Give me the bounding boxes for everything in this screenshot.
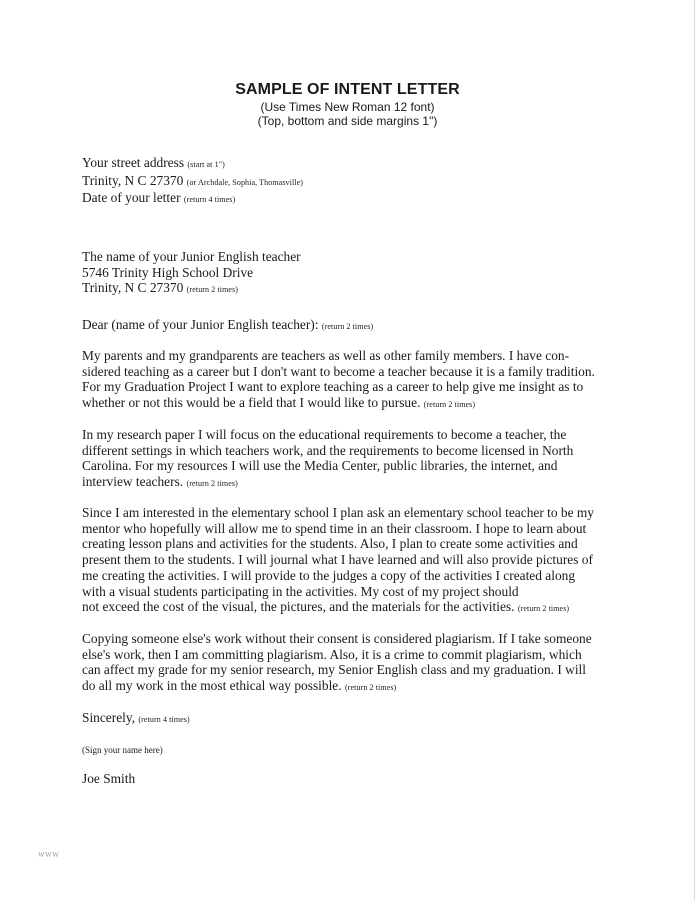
salutation-note: (return 2 times) bbox=[321, 322, 374, 331]
paragraph-line: me creating the activities. I will provide to the judges a copy of the activities I created along bbox=[82, 567, 576, 583]
recipient-city-line bbox=[82, 280, 301, 298]
margin-instruction: (Top, bottom and side margins 1") bbox=[257, 114, 438, 128]
recipient-street: 5746 Trinity High School Drive bbox=[82, 264, 254, 280]
paragraph-line: present them to the students. I will journal what I have learned and will also provide pictures of bbox=[82, 552, 593, 568]
paragraph-line: mentor who hopefully will allow me to spend time in an their classroom. I hope to learn about bbox=[82, 520, 587, 536]
closing-note: (return 4 times) bbox=[138, 715, 190, 724]
signature-placeholder: (Sign your name here) bbox=[82, 745, 163, 755]
sender-street-note: (start at 1") bbox=[187, 160, 225, 169]
paragraph-3 bbox=[82, 505, 594, 617]
paragraph-line: My parents and my grandparents are teachers as well as other family members. I have con- bbox=[82, 348, 570, 363]
paragraph-line: In my research paper I will focus on the educational requirements to become a teacher, the bbox=[82, 427, 567, 442]
recipient-city-note: (return 2 times) bbox=[186, 285, 239, 295]
paragraph-line: Since I am interested in the elementary school I plan ask an elementary school teacher to be my bbox=[82, 505, 595, 520]
sender-street-line bbox=[82, 155, 303, 173]
paragraph-note: (return 2 times) bbox=[186, 479, 238, 489]
watermark: WWW bbox=[38, 851, 60, 859]
sender-date-line bbox=[82, 190, 303, 208]
paragraph-note: (return 2 times) bbox=[517, 604, 570, 614]
page-title: SAMPLE OF INTENT LETTER bbox=[235, 81, 460, 98]
sender-street: Your street address bbox=[82, 155, 185, 170]
paragraph-4 bbox=[82, 631, 592, 696]
letter-header bbox=[0, 80, 695, 128]
paragraph-line bbox=[82, 474, 573, 492]
recipient-name: The name of your Junior English teacher bbox=[82, 249, 301, 264]
paragraph-note: (return 2 times) bbox=[344, 683, 397, 693]
salutation bbox=[82, 317, 373, 335]
paragraph-line: sidered teaching as a career but I don't want to become a teacher because it is a family tradition. bbox=[82, 363, 595, 379]
paragraph-1 bbox=[82, 348, 595, 413]
signer-name: Joe Smith bbox=[82, 771, 136, 786]
salutation-text: Dear (name of your Junior English teacher): bbox=[82, 317, 319, 332]
sender-city-note: (or Archdale, Sophia, Thomasville) bbox=[186, 177, 304, 187]
recipient-city: Trinity, N C 27370 bbox=[82, 280, 184, 296]
paragraph-line: else's work, then I am committing plagiarism. Also, it is a crime to commit plagiarism, which bbox=[82, 646, 582, 662]
sender-date-note: (return 4 times) bbox=[183, 195, 236, 205]
paragraph-note: (return 2 times) bbox=[423, 400, 476, 410]
paragraph-line: Carolina. For my resources I will use the Media Center, public libraries, the internet, and bbox=[82, 458, 558, 474]
paragraph-line: creating lesson plans and activities for the students. Also, I plan to create some activities and bbox=[82, 536, 578, 552]
paragraph-2 bbox=[82, 427, 573, 492]
sender-city-line bbox=[82, 173, 303, 191]
closing-text: Sincerely, bbox=[82, 710, 136, 725]
paragraph-line: Copying someone else's work without their consent is considered plagiarism. If I take someone bbox=[82, 631, 592, 646]
sender-date: Date of your letter bbox=[82, 190, 181, 206]
paragraph-line bbox=[82, 395, 595, 413]
paragraph-line-text: not exceed the cost of the visual, the pictures, and the materials for the activities. bbox=[82, 599, 515, 615]
paragraph-line bbox=[82, 678, 592, 696]
recipient-address bbox=[82, 249, 301, 298]
paragraph-line-text: do all my work in the most ethical way possible. bbox=[82, 678, 342, 694]
paragraph-line: different settings in which teachers work, and the requirements to become licensed in North bbox=[82, 442, 574, 458]
sender-city: Trinity, N C 27370 bbox=[82, 172, 184, 188]
sender-address bbox=[82, 155, 303, 208]
paragraph-line: can affect my grade for my senior research, my Senior English class and my graduation. I will bbox=[82, 662, 586, 678]
paragraph-line-text: interview teachers. bbox=[82, 474, 184, 490]
closing bbox=[82, 710, 190, 728]
paragraph-line bbox=[82, 599, 594, 617]
paragraph-line-text: whether or not this would be a field that I would like to pursue. bbox=[82, 395, 421, 411]
font-instruction: (Use Times New Roman 12 font) bbox=[260, 100, 435, 114]
paragraph-line: For my Graduation Project I want to explore teaching as a career to help give me insight as to bbox=[82, 379, 584, 395]
paragraph-line: with a visual students participating in the activities. My cost of my project should bbox=[82, 583, 519, 599]
